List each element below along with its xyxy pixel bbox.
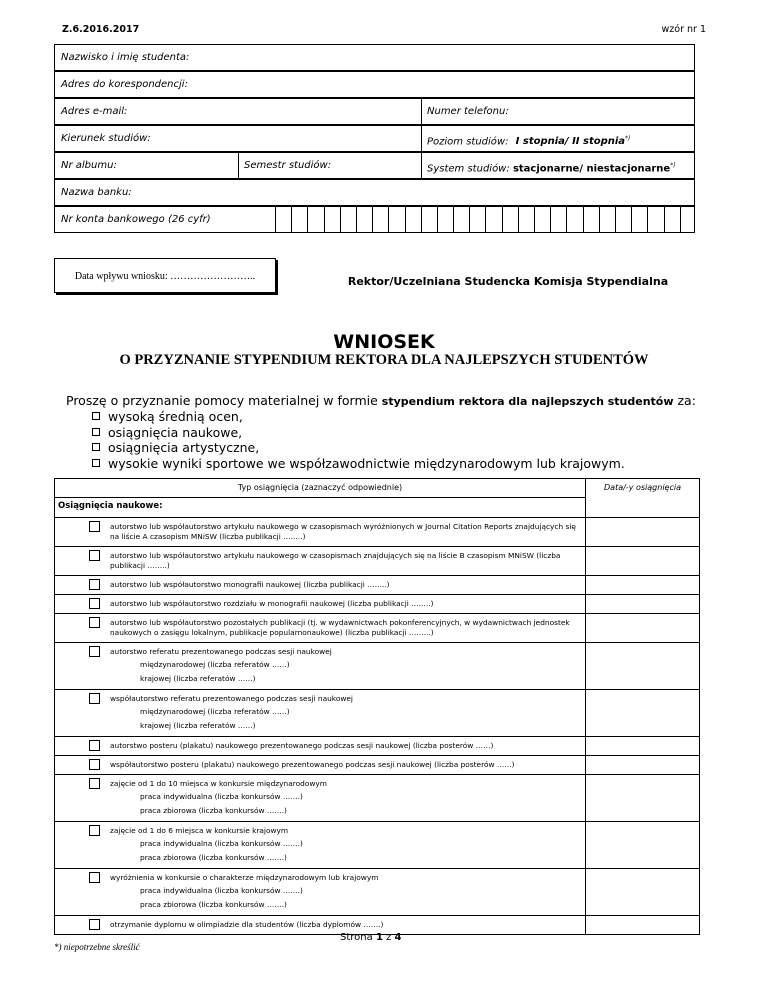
achievement-row [55,868,700,915]
criterion-item[interactable]: wysoką średnią ocen, [92,409,243,424]
type-header: Typ osiągnięcia (zaznaczyć odpowiednie) [55,479,586,498]
account-digit-cell[interactable] [615,207,631,232]
achievement-text: zajęcie od 1 do 10 miejsca w konkursie międzynarodowym [110,778,327,788]
achievement-date-cell[interactable] [586,546,700,575]
account-digit-cell[interactable] [307,207,323,232]
account-digit-cell[interactable] [550,207,566,232]
field-of-study-field[interactable]: Kierunek studiów: [61,133,151,144]
achievement-item [55,575,586,594]
section-heading: Osiągnięcia naukowe: [55,498,586,518]
account-number-cells[interactable] [275,207,696,232]
achievement-row [55,821,700,868]
account-digit-cell[interactable] [534,207,550,232]
checkbox-icon[interactable] [89,693,100,704]
achievement-row [55,642,700,689]
account-digit-cell[interactable] [680,207,696,232]
footnote: *) niepotrzebne skreślić [54,942,140,952]
achievement-row [55,774,700,821]
checkbox-icon[interactable] [89,825,100,836]
achievement-text: zajęcie od 1 do 6 miejsca w konkursie krajowym [110,825,289,835]
achievement-text: autorstwo referatu prezentowanego podczas sesji naukowej [110,646,332,656]
achievement-date-cell[interactable] [586,518,700,547]
addressee: Rektor/Uczelniana Studencka Komisja Stypendialna [347,275,669,288]
achievement-item [55,689,586,736]
achievement-date-cell[interactable] [586,868,700,915]
account-digit-cell[interactable] [405,207,421,232]
student-data-form [54,44,695,233]
account-digit-cell[interactable] [421,207,437,232]
achievement-item [55,642,586,689]
phone-field[interactable]: Numer telefonu: [427,106,509,117]
account-digit-cell[interactable] [518,207,534,232]
page-number: Strona 1 z 4 [340,932,402,943]
achievement-text: współautorstwo referatu prezentowanego podczas sesji naukowej [110,693,353,703]
achievement-item [55,868,586,915]
achievement-row [55,575,700,594]
achievement-date-cell[interactable] [586,594,700,613]
account-number-label: Nr konta bankowego (26 cyfr) [61,214,211,225]
document-code: Z.6.2016.2017 [62,24,140,35]
achievement-date-cell[interactable] [586,689,700,736]
achievements-table [54,478,700,935]
account-digit-cell[interactable] [502,207,518,232]
account-digit-cell[interactable] [599,207,615,232]
account-digit-cell[interactable] [356,207,372,232]
account-digit-cell[interactable] [324,207,340,232]
study-system-label: System studiów [427,163,507,175]
sub-option[interactable]: krajowej (liczba referatów ……) [140,673,256,683]
study-system-options: stacjonarne/ niestacjonarne [512,163,671,175]
criterion-item[interactable]: wysokie wyniki sportowe we współzawodnictwie międzynarodowym lub krajowym. [92,456,625,471]
sub-option[interactable]: praca indywidualna (liczba konkursów …….) [140,791,303,801]
sub-option[interactable]: praca zbiorowa (liczba konkursów …….) [140,805,287,815]
date-header: Data/-y osiągnięcia [586,479,700,518]
account-digit-cell[interactable] [437,207,453,232]
achievement-text: autorstwo lub współautorstwo pozostałych publikacji (tj. w wydawnictwach pokonferencyjnych, w wydawnictwach jednostek naukowych o zasięgu lokalnym, publikacje popularnonaukowe) (liczba publikacji ……...) [110,617,570,637]
checkbox-icon[interactable] [92,412,100,420]
account-digit-cell[interactable] [631,207,647,232]
account-digit-cell[interactable] [583,207,599,232]
achievement-text: autorstwo lub współautorstwo rozdziału w monografii naukowej (liczba publikacji ……..) [110,598,434,608]
template-number: wzór nr 1 [661,24,706,35]
checkbox-icon[interactable] [89,872,100,883]
account-digit-cell[interactable] [485,207,501,232]
document-subtitle: O PRZYZNANIE STYPENDIUM REKTORA DLA NAJLEPSZYCH STUDENTÓW [119,352,649,368]
achievement-date-cell[interactable] [586,613,700,642]
checkbox-icon[interactable] [92,428,100,436]
account-digit-cell[interactable] [566,207,582,232]
achievement-item [55,774,586,821]
study-level-options: I stopnia/ II stopnia [515,136,626,148]
sub-option[interactable]: krajowej (liczba referatów ……) [140,720,256,730]
account-digit-cell[interactable] [469,207,485,232]
checkbox-icon[interactable] [89,521,100,532]
intro-text: Proszę o przyznanie pomocy materialnej w formie stypendium rektora dla najlepszych studentów za: [66,393,696,408]
account-digit-cell[interactable] [388,207,404,232]
achievement-row [55,594,700,613]
checkbox-icon[interactable] [89,617,100,628]
checkbox-icon[interactable] [89,579,100,590]
achievement-text: wyróżnienia w konkursie o charakterze międzynarodowym lub krajowym [110,872,379,882]
study-system-field[interactable]: System studiów: stacjonarne/ niestacjonarne*) [427,162,676,175]
achievement-item [55,594,586,613]
achievement-date-cell[interactable] [586,642,700,689]
name-field[interactable]: Nazwisko i imię studenta: [61,52,190,63]
achievement-row [55,736,700,755]
checkbox-icon[interactable] [89,740,100,751]
checkbox-icon[interactable] [89,598,100,609]
checkbox-icon[interactable] [89,646,100,657]
receipt-date-box: Data wpływu wniosku: …………………….. [54,258,276,293]
criterion-item[interactable]: osiągnięcia naukowe, [92,425,242,440]
achievement-item [55,613,586,642]
study-level-field[interactable]: Poziom studiów: I stopnia/ II stopnia*) [427,135,631,148]
sub-option[interactable]: praca indywidualna (liczba konkursów …….) [140,885,303,895]
email-field[interactable]: Adres e-mail: [61,106,128,117]
achievement-item [55,518,586,547]
checkbox-icon[interactable] [92,443,100,451]
achievement-row [55,613,700,642]
document-title: WNIOSEK [333,331,435,353]
achievement-text: autorstwo posteru (plakatu) naukowego prezentowanego podczas sesji naukowej (liczba posterów ……) [110,740,494,750]
sub-option[interactable]: międzynarodowej (liczba referatów ……) [140,659,290,669]
sub-option[interactable]: praca zbiorowa (liczba konkursów …….) [140,852,287,862]
achievement-item [55,546,586,575]
study-level-label: Poziom studiów: [427,136,509,148]
account-digit-cell[interactable] [372,207,388,232]
address-field[interactable]: Adres do korespondencji: [61,79,188,90]
achievement-date-cell[interactable] [586,736,700,755]
achievement-text: autorstwo lub współautorstwo artykułu naukowego w czasopismach wyróżnionych w Journal Citation Reports znajdujących się na liście A czasopism MNiSW (liczba publikacji ……..) [110,522,576,541]
criterion-item[interactable]: osiągnięcia artystyczne, [92,440,259,455]
achievement-text: autorstwo lub współautorstwo artykułu naukowego w czasopismach znajdujących się na liście B czasopism MNiSW (liczba publikacji ……..) [110,550,561,570]
account-digit-cell[interactable] [291,207,307,232]
sub-option[interactable]: praca indywidualna (liczba konkursów …….) [140,838,303,848]
achievement-date-cell[interactable] [586,575,700,594]
bank-name-field[interactable]: Nazwa banku: [61,187,132,198]
achievement-item [55,915,586,934]
account-digit-cell[interactable] [340,207,356,232]
checkbox-icon[interactable] [92,459,100,467]
account-digit-cell[interactable] [664,207,680,232]
checkbox-icon[interactable] [89,919,100,930]
semester-field[interactable]: Semestr studiów: [244,160,332,171]
achievement-date-cell[interactable] [586,774,700,821]
achievement-item [55,736,586,755]
checkbox-icon[interactable] [89,759,100,770]
sub-option[interactable]: międzynarodowej (liczba referatów ……) [140,706,290,716]
account-digit-cell[interactable] [275,207,291,232]
checkbox-icon[interactable] [89,550,100,561]
achievement-row [55,546,700,575]
account-digit-cell[interactable] [647,207,663,232]
album-number-field[interactable]: Nr albumu: [61,160,117,171]
account-digit-cell[interactable] [453,207,469,232]
achievement-item [55,821,586,868]
sub-option[interactable]: praca zbiorowa (liczba konkursów …….) [140,899,287,909]
achievement-row [55,689,700,736]
achievement-row [55,755,700,774]
achievement-date-cell[interactable] [586,915,700,934]
achievement-item [55,755,586,774]
achievement-text: otrzymanie dyplomu w olimpiadzie dla studentów (liczba dyplomów …….) [110,919,384,929]
achievement-text: współautorstwo posteru (plakatu) naukowego prezentowanego podczas sesji naukowej (liczba posterów ……) [110,759,515,769]
achievement-row [55,518,700,547]
achievement-date-cell[interactable] [586,821,700,868]
checkbox-icon[interactable] [89,778,100,789]
achievement-date-cell[interactable] [586,755,700,774]
achievement-text: autorstwo lub współautorstwo monografii naukowej (liczba publikacji ……..) [110,579,390,589]
